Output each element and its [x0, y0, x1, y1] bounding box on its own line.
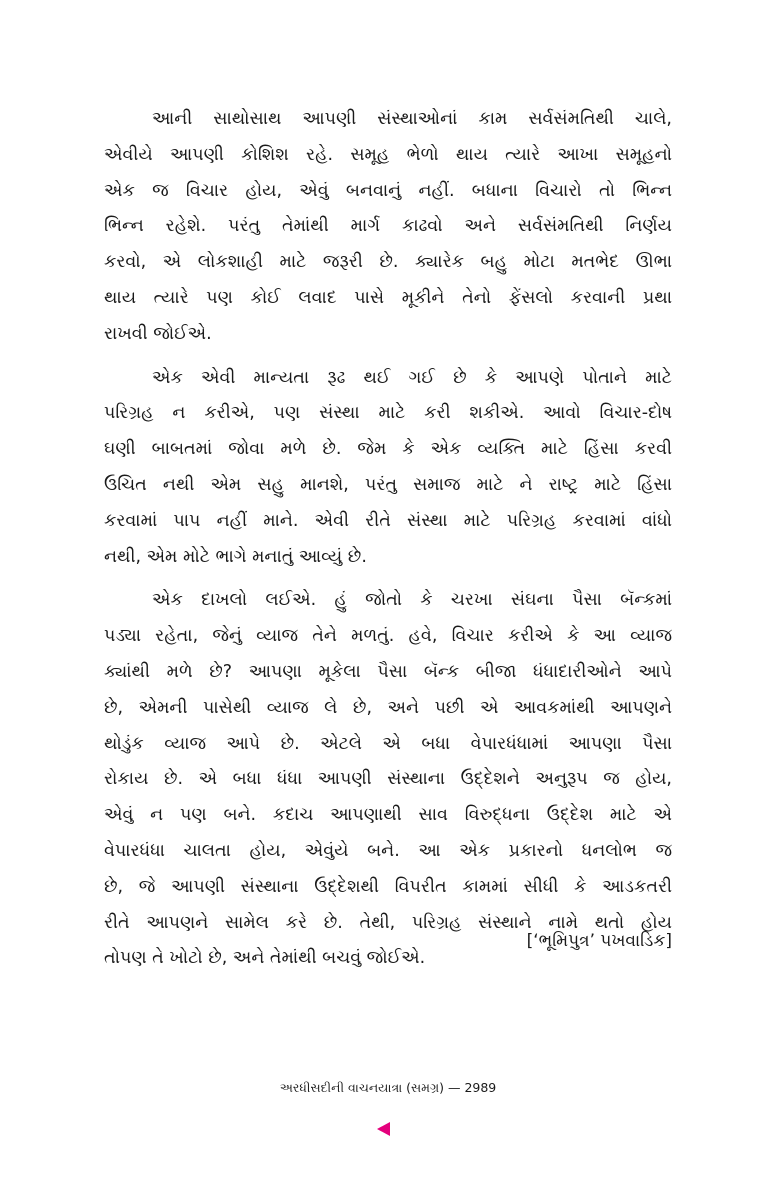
paragraph-2: [104, 361, 672, 576]
text-line: તોપણ તે ખોટો છે, અને તેમાંથી બચવું જોઈએ.: [104, 948, 426, 969]
text-line: ક્યાંથી મળે છે? આપણા મૂકેલા પૈસા બૅન્ક બીજા ધંધાદારીઓને આપે: [104, 661, 672, 682]
text-line: છે, એમની પાસેથી વ્યાજ લે છે, અને પછી એ આવકમાંથી આપણને: [104, 697, 672, 718]
text-line: ઉચિત નથી એમ સહુ માનશે, પરંતુ સમાજ માટે ને રાષ્ટ્ર માટે હિંસા: [104, 474, 672, 495]
text-line: થોડુંક વ્યાજ આપે છે. એટલે એ બધા વેપારધંધામાં આપણા પૈસા: [104, 733, 672, 754]
text-line: રીતે આપણને સામેલ કરે છે. તેથી, પરિગ્રહ સંસ્થાને નામે થતો હોય: [104, 912, 672, 933]
text-line: રાખવી જોઈએ.: [104, 323, 212, 344]
text-line: ઘણી બાબતમાં જોવા મળે છે. જેમ કે એક વ્યક્તિ માટે હિંસા કરવી: [104, 439, 672, 460]
text-line: કરવો, એ લોકશાહી માટે જરૂરી છે. ક્યારેક બહુ મોટા મતભેદ ઊભા: [104, 252, 672, 273]
text-line: નથી, એમ મોટે ભાગે મનાતું આવ્યું છે.: [104, 546, 367, 567]
text-line: એક દાખલો લઈએ. હું જોતો કે ચરખા સંઘના પૈસા બૅન્કમાં: [152, 590, 672, 611]
text-line: પરિગ્રહ ન કરીએ, પણ સંસ્થા માટે કરી શકીએ. આવો વિચાર-દોષ: [104, 403, 672, 424]
page-body: [104, 102, 672, 985]
text-line: આની સાથોસાથ આપણી સંસ્થાઓનાં કામ સર્વસંમતિથી ચાલે,: [152, 109, 672, 129]
paragraph-3: [104, 583, 672, 977]
source-credit: [‘ભૂમિપુત્ર’ પખવાડિક]: [526, 931, 672, 951]
text-line: એવીયે આપણી કોશિશ રહે. સમૂહ ભેળો થાય ત્યારે આખા સમૂહનો: [104, 144, 672, 165]
text-line: થાય ત્યારે પણ કોઈ લવાદ પાસે મૂકીને તેનો ફેંસલો કરવાની પ્રથા: [104, 287, 672, 308]
text-line: પડ્યા રહેતા, જેનું વ્યાજ તેને મળતું. હવે, વિચાર કરીએ કે આ વ્યાજ: [104, 626, 672, 647]
text-line: વેપારધંધા ચાલતા હોય, એવુંયે બને. આ એક પ્રકારનો ધનલોભ જ: [104, 840, 672, 861]
text-line: એક જ વિચાર હોય, એવું બનવાનું નહીં. બધાના વિચારો તો ભિન્ન: [104, 180, 672, 201]
text-line: ભિન્ન રહેશે. પરંતુ તેમાંથી માર્ગ કાઢવો અને સર્વસંમતિથી નિર્ણય: [104, 216, 672, 237]
left-arrow-icon[interactable]: [377, 1122, 390, 1136]
text-line: એવું ન પણ બને. કદાચ આપણાથી સાવ વિરુદ્ધના ઉદ્દેશ માટે એ: [104, 805, 672, 826]
page-footer: અરધીસદીની વાચનયાત્રા (સમગ્ર) — 2989: [279, 1080, 497, 1095]
text-line: એક એવી માન્યતા રૂઢ થઈ ગઈ છે કે આપણે પોતાને માટે: [152, 367, 672, 388]
text-line: રોકાય છે. એ બધા ધંધા આપણી સંસ્થાના ઉદ્દેશને અનુરૂપ જ હોય,: [104, 769, 672, 790]
text-line: કરવામાં પાપ નહીં માને. એવી રીતે સંસ્થા માટે પરિગ્રહ કરવામાં વાંધો: [104, 510, 672, 531]
text-line: છે, જે આપણી સંસ્થાના ઉદ્દેશથી વિપરીત કામમાં સીધી કે આડકતરી: [104, 876, 672, 897]
paragraph-1: [104, 102, 672, 353]
